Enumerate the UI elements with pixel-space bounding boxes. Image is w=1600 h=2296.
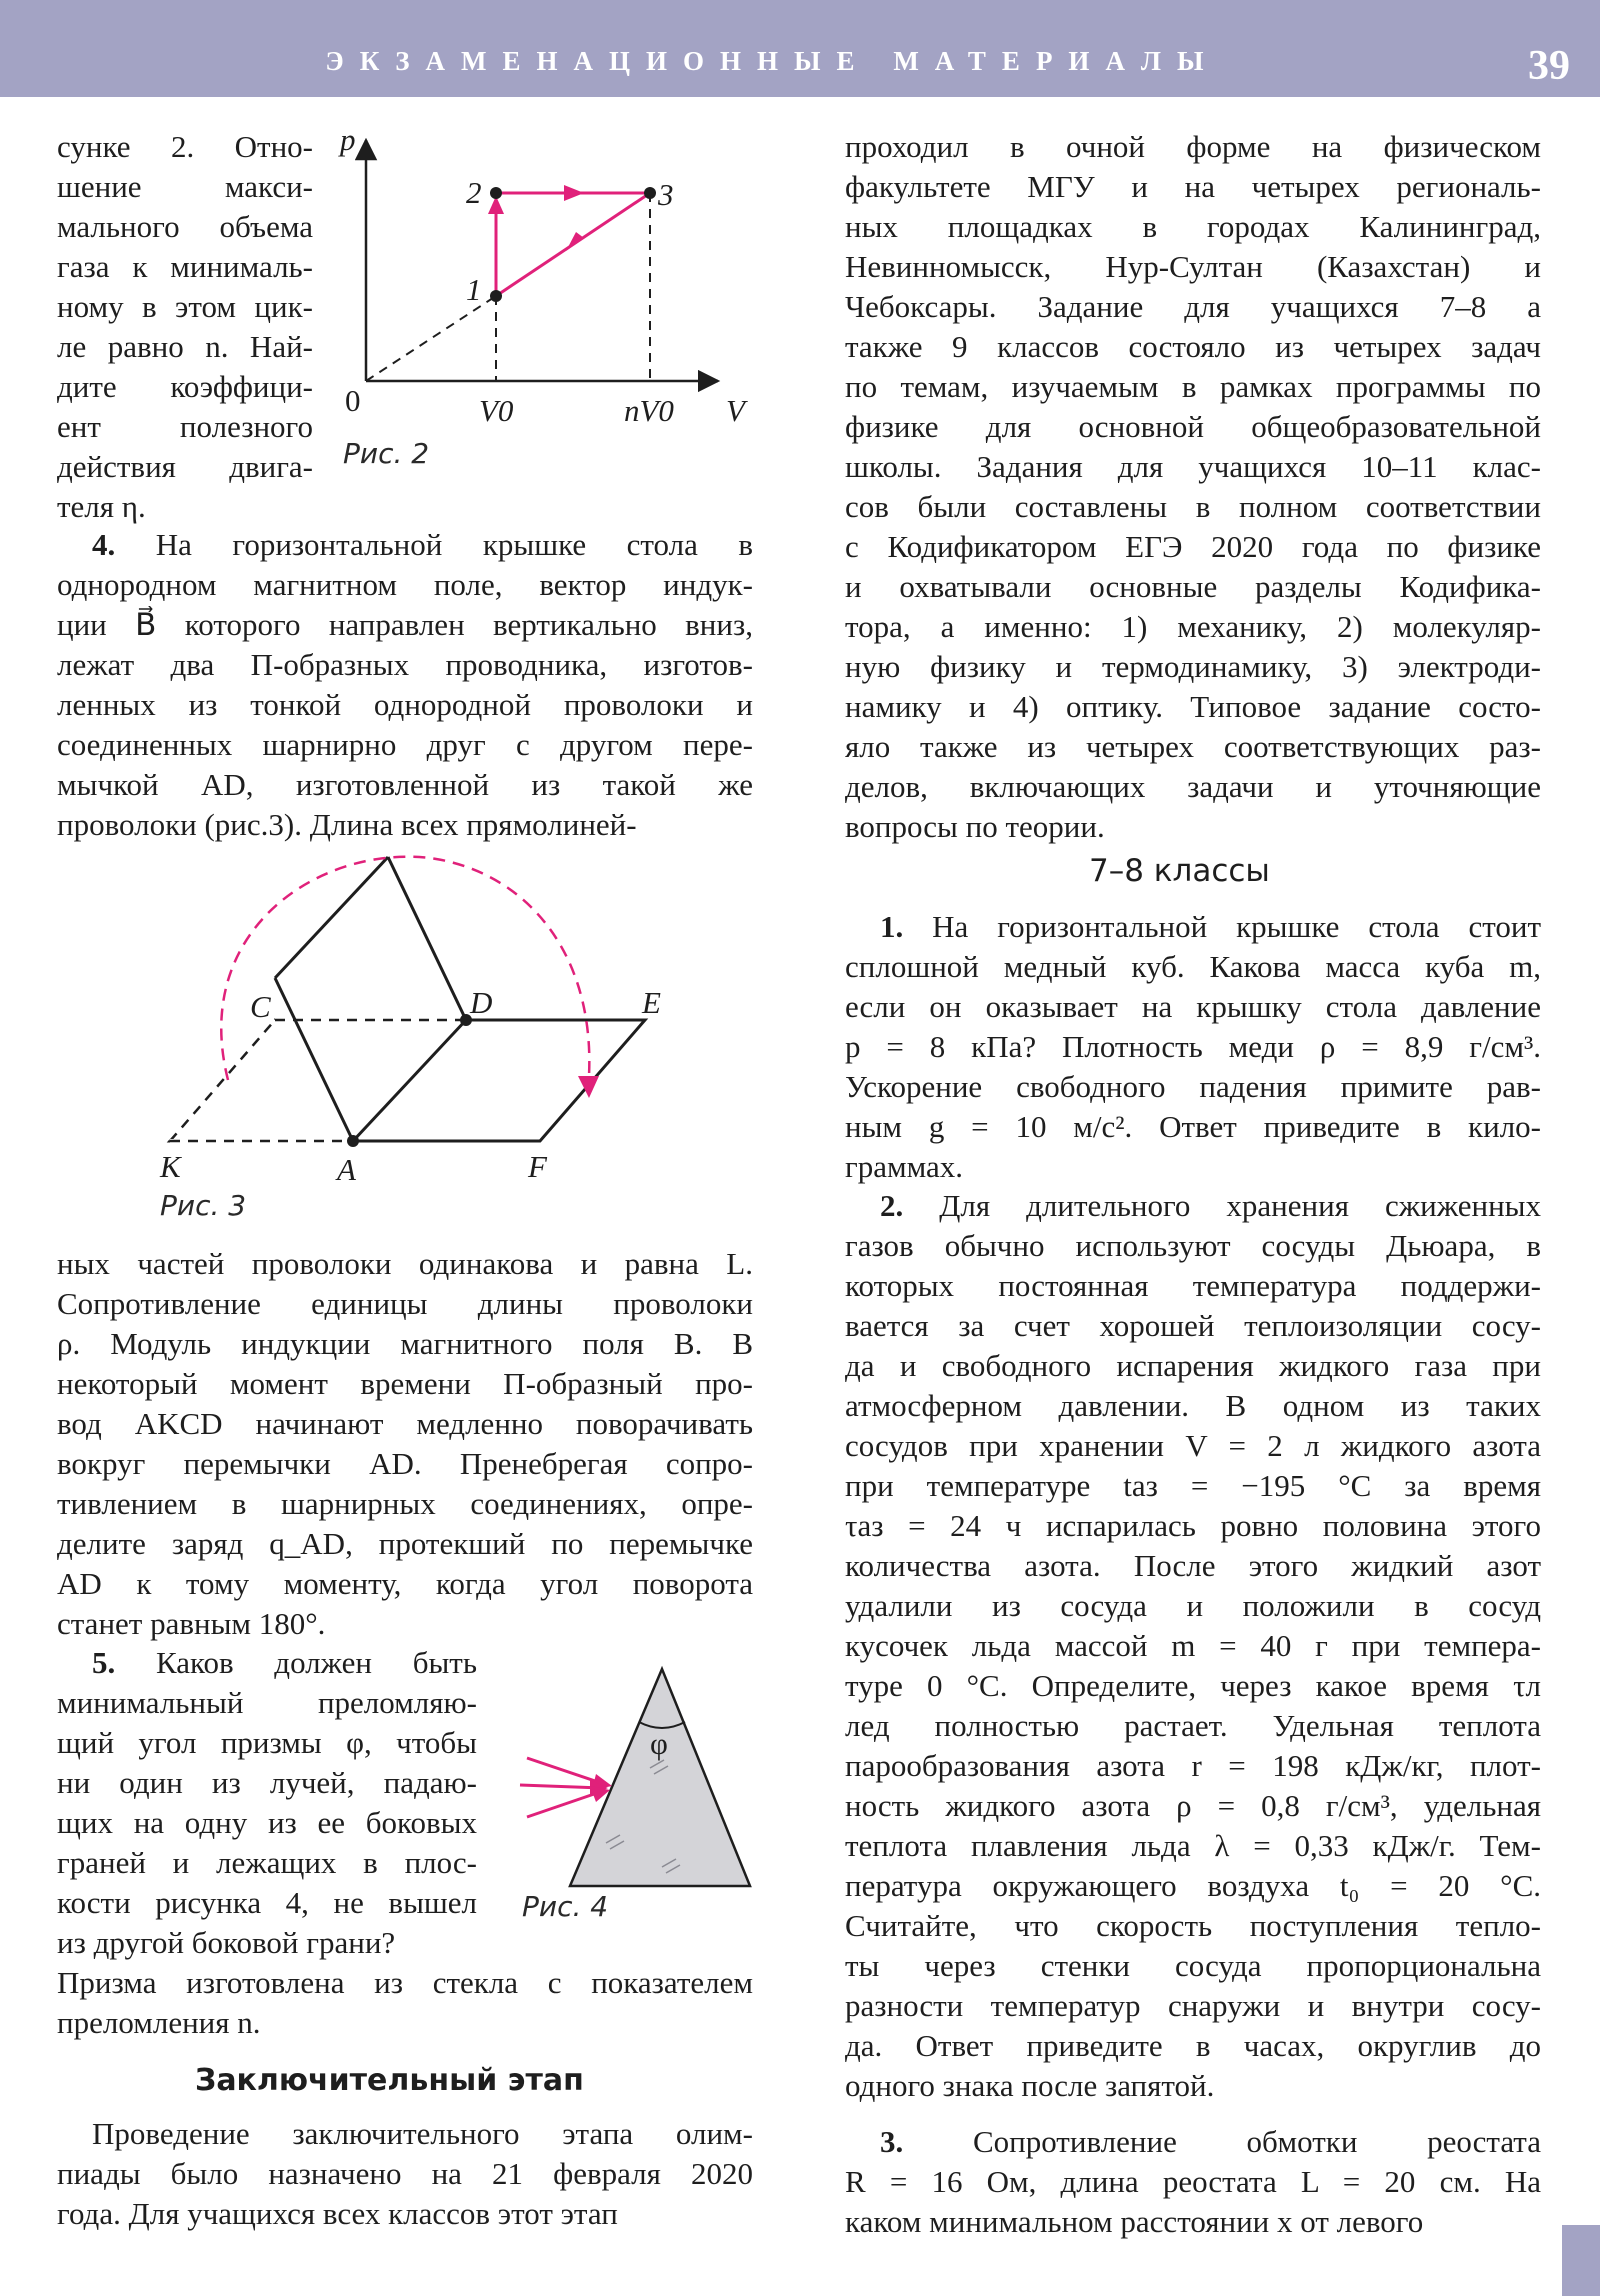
line-text: также 9 классов состояло из четырех задач (845, 329, 1541, 364)
p-axis-label: p (340, 122, 356, 157)
line-text: ρ. Модуль индукции магнитного поля B. В (57, 1326, 753, 1361)
line-text: действия двига- (57, 449, 313, 484)
label-e: E (642, 985, 661, 1020)
line-text: удалили из сосуда и положили в сосуд (845, 1588, 1541, 1623)
label-k: K (160, 1149, 181, 1184)
problem-number: 1. (880, 909, 904, 944)
problem-number: 4. (92, 527, 116, 562)
line-text: Проведение заключительного этапа олим- (92, 2116, 753, 2151)
line-text: тора, а именно: 1) механику, 2) молекуляр- (845, 609, 1541, 644)
line-text: вается за счет хорошей теплоизоляции сосу- (845, 1308, 1541, 1343)
line-text: ную физику и термодинамику, 3) электроди- (845, 649, 1541, 684)
line-text: щий угол призмы φ, чтобы (57, 1725, 477, 1760)
ray-2 (520, 1785, 602, 1788)
line-text: ент полезного (57, 409, 313, 444)
line-text: τаз = 24 ч испарилась ровно половина этого (845, 1508, 1541, 1543)
line-text: пиады было назначено на 21 февраля 2020 (57, 2156, 753, 2191)
line-text: Сопротивление обмотки реостата (972, 2124, 1541, 2159)
line-text: проходил в очной форме на физическом (845, 129, 1541, 164)
v-axis-label: V (726, 393, 745, 428)
figure-3-caption: Рис. 3 (160, 1189, 247, 1222)
line-text: вокруг перемычки AD. Пренебрегая сопро- (57, 1446, 753, 1481)
line-text: проволоки (рис.3). Длина всех прямолиней- (57, 807, 637, 842)
line-text: шение макси- (57, 169, 313, 204)
line-text: лежат два П-образных проводника, изготов- (57, 647, 753, 682)
line-text: кости рисунка 4, не вышел (57, 1885, 477, 1920)
line-text: Чебоксары. Задание для учащихся 7–8 а (845, 289, 1541, 324)
line-text: На горизонтальной крышке стола стоит (932, 909, 1541, 944)
line-text: парообразования азота r = 198 кДж/кг, плот- (845, 1748, 1541, 1783)
line-text: ному в этом цик- (57, 289, 313, 324)
problem-number: 3. (880, 2124, 904, 2159)
line-text: ленных из тонкой однородной проволоки и (57, 687, 753, 722)
v0-label: V0 (479, 393, 514, 428)
line-text: дите коэффици- (57, 369, 313, 404)
line-text: минимальный преломляю- (57, 1685, 477, 1720)
figure-4-caption: Рис. 4 (522, 1890, 609, 1923)
line-text: ты через стенки сосуда пропорциональна (845, 1948, 1541, 1983)
line-text: сов были составлены в полном соответствии (845, 489, 1541, 524)
line-text: соединенных шарнирно друг с другом пере- (57, 727, 753, 762)
line-text: теля η. (57, 489, 146, 524)
line-text: количества азота. После этого жидкий азот (845, 1548, 1541, 1583)
section-heading-grades: 7–8 классы (1089, 853, 1270, 889)
line-text: теплота плавления льда λ = 0,33 кДж/г. Тем- (845, 1828, 1541, 1863)
line-text: если он оказывает на крышку стола давление (845, 989, 1541, 1024)
label-d: D (470, 985, 493, 1020)
line-text: школы. Задания для учащихся 10–11 клас- (845, 449, 1541, 484)
line-text: Считайте, что скорость поступления тепло- (845, 1908, 1541, 1943)
line-text: мального объема (57, 209, 313, 244)
line-text: станет равным 180°. (57, 1606, 326, 1641)
line-text: Каков должен быть (155, 1645, 477, 1680)
line-text: мычкой AD, изготовленной из такой же (57, 767, 753, 802)
line-text: которых постоянная температура поддержи- (845, 1268, 1541, 1303)
line-text: газов обычно используют сосуды Дьюара, в (845, 1228, 1541, 1263)
line-text: тивлением в шарнирных соединениях, опре- (57, 1486, 753, 1521)
line-text: однородном магнитном поле, вектор индук- (57, 567, 753, 602)
line-text: На горизонтальной крышке стола в (155, 527, 753, 562)
line-text: Призма изготовлена из стекла с показателем (57, 1965, 753, 2000)
line-text: при температуре tаз = −195 °C за время (845, 1468, 1541, 1503)
line-text: щих на одну из ее боковых (57, 1805, 477, 1840)
line-text: из другой боковой грани? (57, 1925, 396, 1960)
label-a: A (337, 1152, 356, 1187)
line-text: яло также из четырех соответствующих раз- (845, 729, 1541, 764)
line-text: сплошной медный куб. Какова масса куба m, (845, 949, 1541, 984)
line-text: с Кодификатором ЕГЭ 2020 года по физике (845, 529, 1541, 564)
line-text: вод AKCD начинают медленно поворачивать (57, 1406, 753, 1441)
ray-1 (527, 1758, 604, 1784)
line-text: Для длительного хранения сжиженных (939, 1188, 1541, 1223)
line-text: и охватывали основные разделы Кодифика- (845, 569, 1541, 604)
figure-2-caption: Рис. 2 (343, 437, 430, 470)
line-text: Сопротивление единицы длины проволоки (57, 1286, 753, 1321)
line-text: вопросы по теории. (845, 809, 1105, 844)
line-text: физике для основной общеобразовательной (845, 409, 1541, 444)
line-text: p = 8 кПа? Плотность меди ρ = 8,9 г/см³. (845, 1029, 1541, 1064)
line-text: преломления n. (57, 2005, 261, 2040)
angle-phi: φ (650, 1726, 668, 1761)
line-text: да и свободного испарения жидкого газа при (845, 1348, 1541, 1383)
line-text: Ускорение свободного падения примите рав- (845, 1069, 1541, 1104)
line-text: намику и 4) оптику. Типовое задание состо- (845, 689, 1541, 724)
line-text: ным g = 10 м/с². Ответ приведите в кило- (845, 1109, 1541, 1144)
line-text: ных площадках в городах Калининград, (845, 209, 1541, 244)
line-text: одного знака после запятой. (845, 2068, 1215, 2103)
line-text: факультете МГУ и на четырех региональ- (845, 169, 1541, 204)
problem-number: 5. (92, 1645, 116, 1680)
line-text: года. Для учащихся всех классов этот этап (57, 2196, 618, 2231)
point-3-label: 3 (658, 177, 674, 212)
line-text: лед полностью растает. Удельная теплота (845, 1708, 1541, 1743)
line-text: ных частей проволоки одинакова и равна L. (57, 1246, 753, 1281)
line-text: сунке 2. Отно- (57, 129, 313, 164)
line-text: каком минимальном расстоянии x от левого (845, 2204, 1424, 2239)
line-text: по темам, изучаемым в рамках программы по (845, 369, 1541, 404)
line-text: газа к минималь- (57, 249, 313, 284)
point-1-label: 1 (466, 272, 482, 307)
line-text: туре 0 °C. Определите, через какое время τл (845, 1668, 1541, 1703)
line-text: делов, включающих задачи и уточняющие (845, 769, 1541, 804)
ray-3 (527, 1792, 600, 1817)
running-title: ЭКЗАМЕНАЦИОННЫЕ МАТЕРИАЛЫ (325, 46, 1220, 76)
line-text: да. Ответ приведите в часах, округлив до (845, 2028, 1541, 2063)
page-number: 39 (1528, 43, 1570, 89)
line-text: разности температур снаружи и внутри сосу- (845, 1988, 1541, 2023)
problem-number: 2. (880, 1188, 904, 1223)
line-text: ции B⃗ которого направлен вертикально вниз, (57, 607, 753, 642)
line-text: делите заряд q_AD, протекший по перемычке (57, 1526, 753, 1561)
line-text: некоторый момент времени П-образный про- (57, 1366, 753, 1401)
line-text: ле равно n. Най- (57, 329, 313, 364)
point-2-label: 2 (466, 175, 482, 210)
line-text: ни один из лучей, падаю- (57, 1765, 477, 1800)
section-heading-final: Заключительный этап (195, 2063, 584, 2098)
line-text: граней и лежащих в плос- (57, 1845, 477, 1880)
line-text: атмосферном давлении. В одном из таких (845, 1388, 1541, 1423)
line-text: Невинномысск, Нур-Султан (Казахстан) и (845, 249, 1541, 284)
label-f: F (528, 1149, 547, 1184)
line-text: ность жидкого азота ρ = 0,8 г/см³, удельная (845, 1788, 1541, 1823)
line-text: AD к тому моменту, когда угол поворота (57, 1566, 753, 1601)
line-text: граммах. (845, 1149, 964, 1184)
line-text: R = 16 Ом, длина реостата L = 20 см. На (845, 2164, 1541, 2199)
origin-label: 0 (345, 383, 361, 418)
nv0-label: nV0 (624, 393, 674, 428)
corner-tab (1562, 2225, 1600, 2296)
line-text: пература окружающего воздуха t₀ = 20 °C. (845, 1868, 1541, 1903)
label-c: C (250, 989, 271, 1024)
line-text: кусочек льда массой m = 40 г при темпера- (845, 1628, 1541, 1663)
line-text: сосудов при хранении V = 2 л жидкого азота (845, 1428, 1541, 1463)
